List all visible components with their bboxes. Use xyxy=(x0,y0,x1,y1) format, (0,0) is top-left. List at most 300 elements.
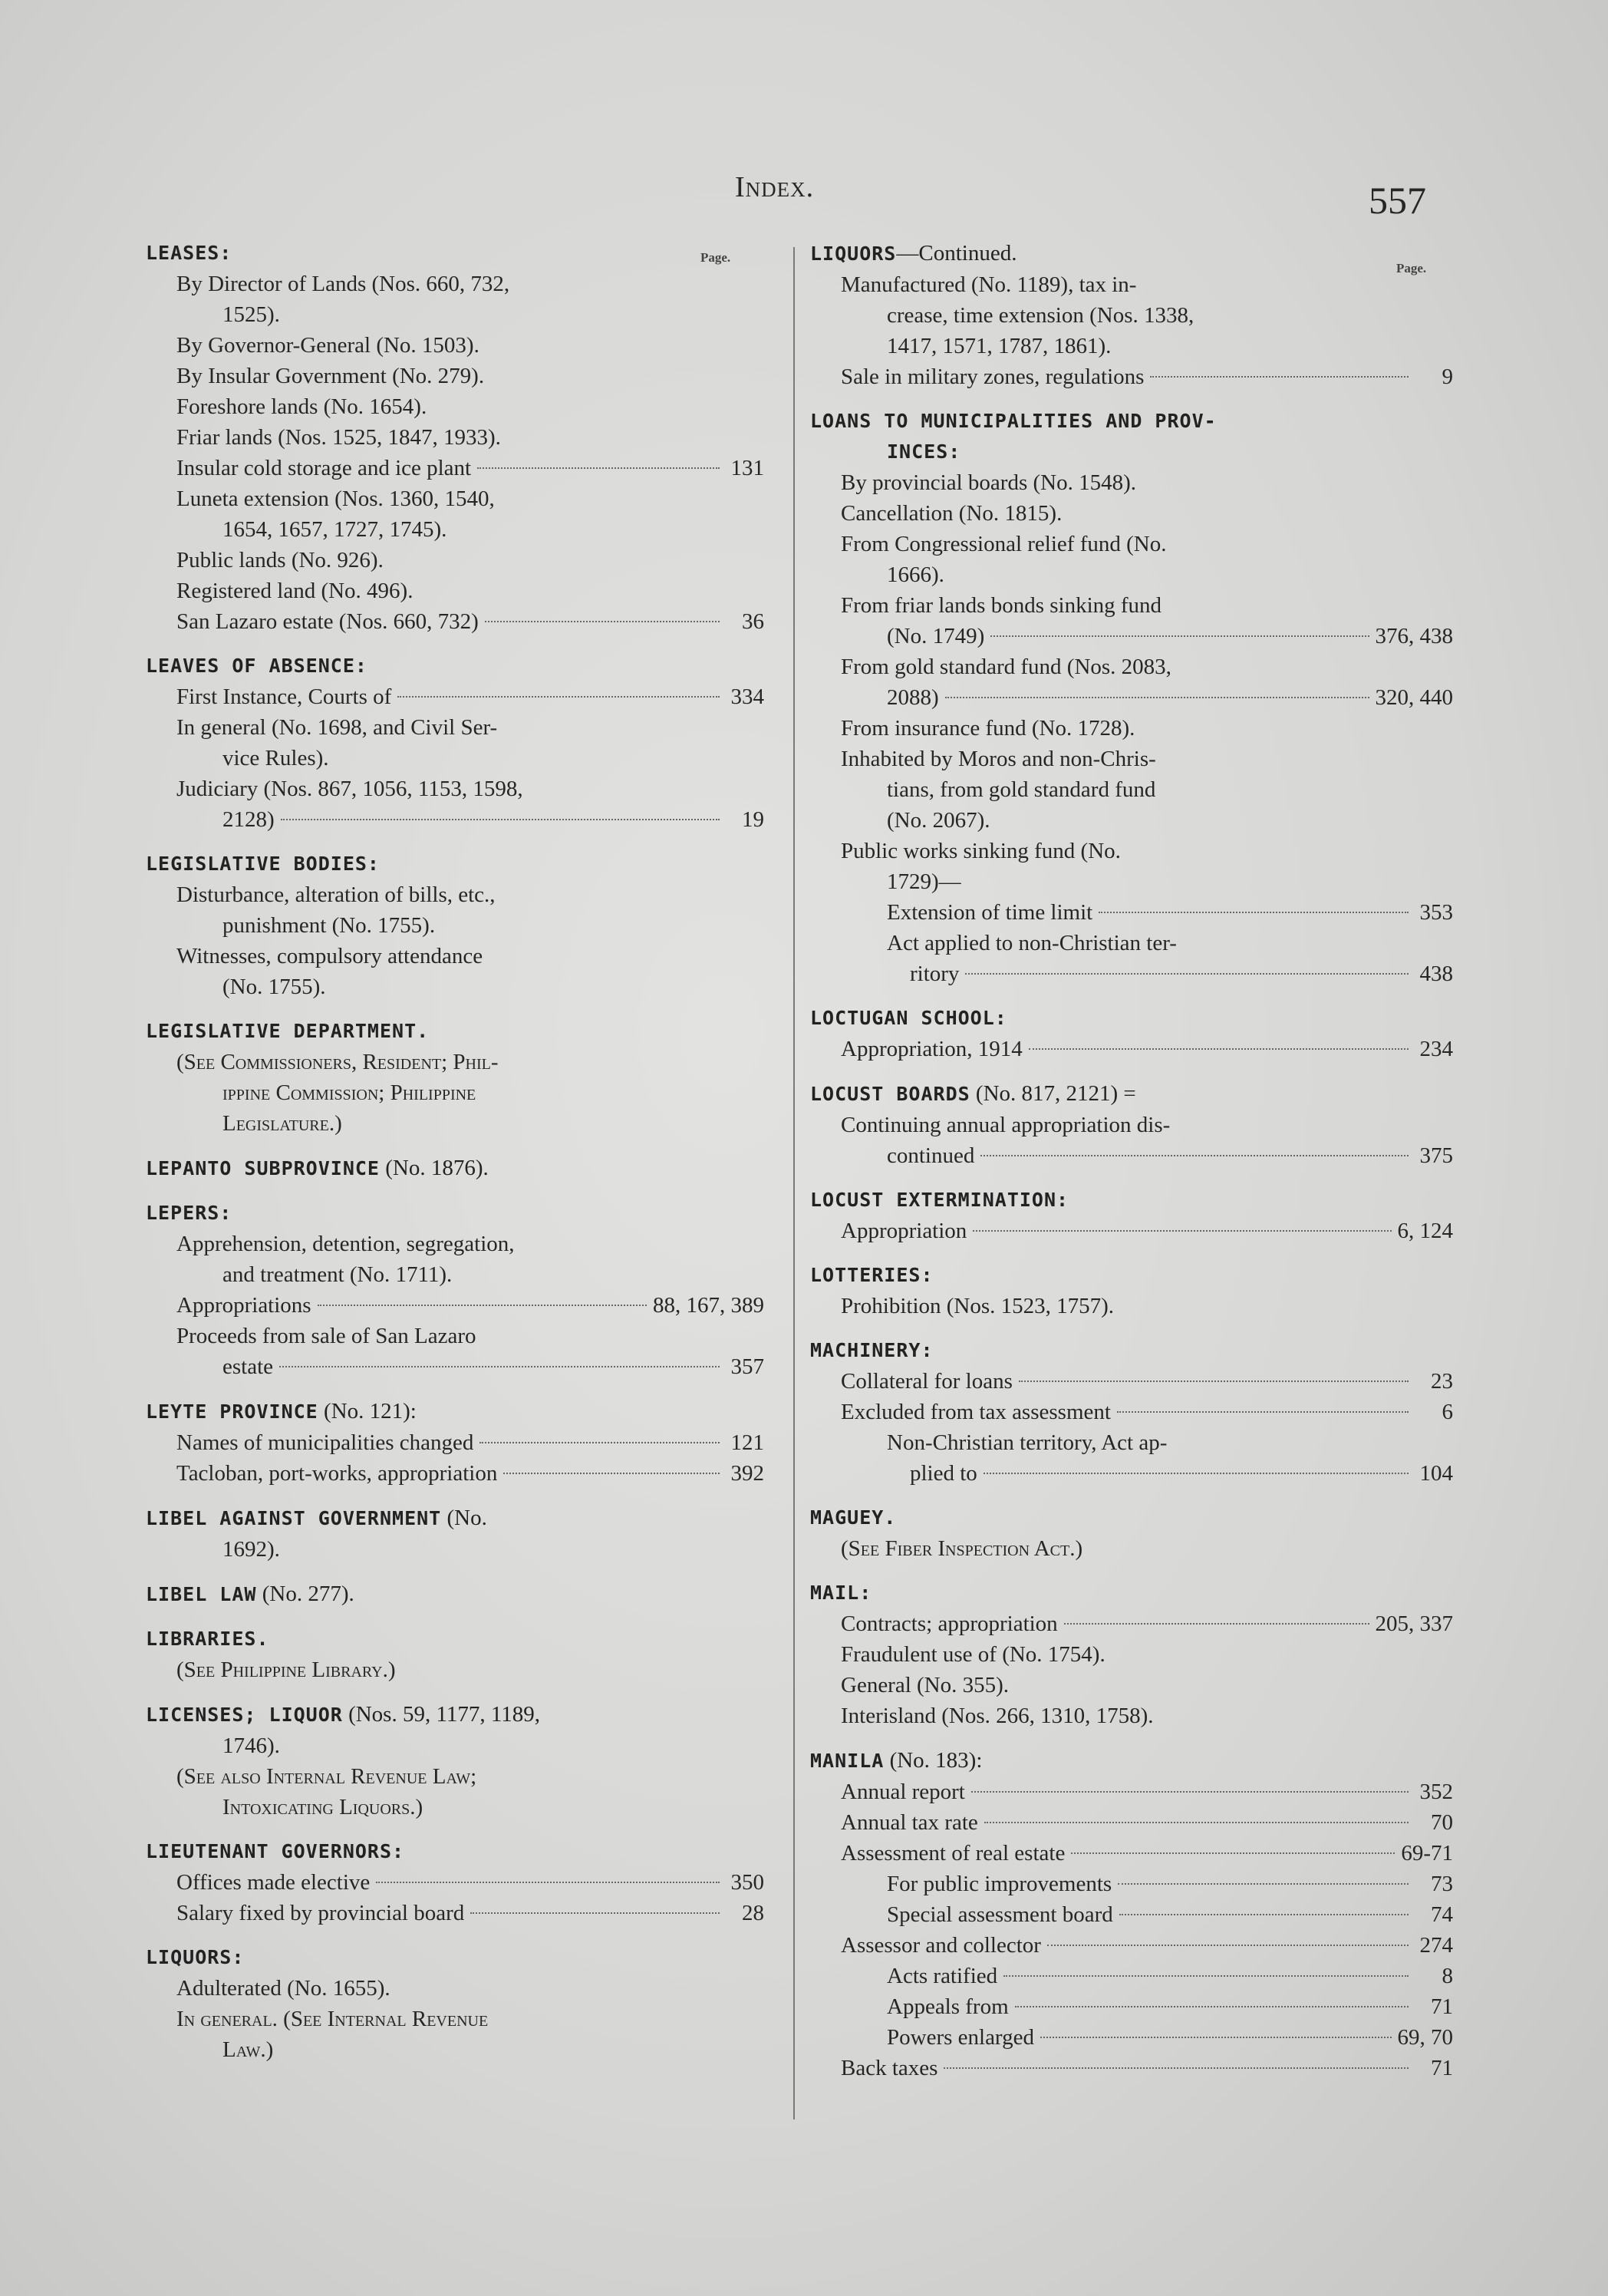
index-heading xyxy=(810,1260,1453,1291)
index-entry-text: Appropriation xyxy=(841,1219,967,1243)
index-page-ref: 74 xyxy=(1431,1902,1453,1927)
index-entry xyxy=(810,958,1453,989)
index-entry xyxy=(810,1608,1453,1639)
index-section xyxy=(146,1396,764,1489)
index-heading-suffix: (No. 183): xyxy=(884,1748,983,1773)
index-entry-text: By Governor-General (No. 1503). xyxy=(176,333,479,358)
index-entry xyxy=(810,682,1453,713)
index-entry-text: Judiciary (Nos. 867, 1056, 1153, 1598, xyxy=(176,777,523,801)
index-entry-text: ippine Commission; Philippine xyxy=(222,1080,476,1105)
index-entry xyxy=(810,1458,1453,1489)
index-entry xyxy=(810,774,1453,805)
index-entry-text: Appropriations xyxy=(176,1293,311,1318)
index-section xyxy=(146,238,764,637)
index-entry xyxy=(146,1108,764,1139)
leader-dots xyxy=(945,697,1369,698)
leader-dots xyxy=(1015,2006,1409,2007)
index-page-ref: 71 xyxy=(1431,1994,1453,2019)
index-entry xyxy=(146,743,764,774)
index-heading xyxy=(810,1003,1453,1034)
index-entry-text: Names of municipalities changed xyxy=(176,1430,474,1455)
index-heading xyxy=(810,1578,1453,1608)
index-entry xyxy=(810,1869,1453,1899)
index-entry xyxy=(146,361,764,391)
index-entry-text: Back taxes xyxy=(841,2056,938,2080)
index-page-ref: 274 xyxy=(1419,1933,1453,1958)
right-page-column-label: Page. xyxy=(1396,261,1427,275)
index-entry xyxy=(810,1701,1453,1731)
column-divider xyxy=(793,247,795,2120)
left-index-column xyxy=(146,238,764,2079)
index-entry-text: Assessment of real estate xyxy=(841,1841,1066,1866)
index-page-ref: 376, 438 xyxy=(1375,624,1453,648)
index-page-ref: 357 xyxy=(730,1354,764,1379)
index-entry-text: In general (No. 1698, and Civil Ser- xyxy=(176,715,498,740)
index-entry-text: estate xyxy=(222,1354,274,1379)
index-heading-suffix: (Nos. 59, 1177, 1189, xyxy=(342,1702,541,1727)
leader-dots xyxy=(281,819,720,820)
index-entry xyxy=(146,804,764,835)
index-entry-text: Annual report xyxy=(841,1780,965,1804)
index-page-ref: 350 xyxy=(730,1870,764,1895)
index-entry xyxy=(146,972,764,1002)
index-entry xyxy=(146,1973,764,2004)
index-heading-text: LOANS TO MUNICIPALITIES AND PROV- xyxy=(810,410,1217,432)
index-heading xyxy=(146,1624,764,1654)
index-page-ref: 19 xyxy=(742,807,764,832)
index-entry xyxy=(146,606,764,637)
index-entry-text: By Director of Lands (Nos. 660, 732, xyxy=(176,272,510,296)
index-entry xyxy=(146,1290,764,1321)
index-page-ref: 69-71 xyxy=(1401,1841,1453,1866)
leader-dots xyxy=(479,1442,720,1443)
index-entry-text: By provincial boards (No. 1548). xyxy=(841,470,1136,495)
leader-dots xyxy=(318,1305,647,1306)
index-entry xyxy=(810,437,1453,467)
leader-dots xyxy=(1040,2037,1392,2038)
index-entry-text: Non-Christian territory, Act ap- xyxy=(887,1430,1168,1455)
index-heading xyxy=(810,1503,1453,1533)
index-entry xyxy=(810,1397,1453,1427)
index-entry xyxy=(810,529,1453,559)
index-section xyxy=(146,1624,764,1685)
index-entry-text: 2128) xyxy=(222,807,275,832)
index-heading-text: LEAVES OF ABSENCE: xyxy=(146,655,367,677)
index-entry xyxy=(810,1427,1453,1458)
index-page-ref: 375 xyxy=(1419,1143,1453,1168)
index-page-ref: 88, 167, 389 xyxy=(653,1293,764,1318)
index-heading-text: LOCUST BOARDS xyxy=(810,1083,970,1105)
index-entry xyxy=(146,453,764,483)
index-entry-text: (See Commissioners, Resident; Phil- xyxy=(176,1050,499,1074)
index-entry xyxy=(810,1034,1453,1064)
leader-dots xyxy=(477,467,720,469)
index-entry-text: Insular cold storage and ice plant xyxy=(176,456,472,480)
leader-dots xyxy=(1064,1623,1369,1625)
index-entry xyxy=(146,2034,764,2065)
index-page-ref: 352 xyxy=(1419,1780,1453,1804)
index-entry-text: Sale in military zones, regulations xyxy=(841,365,1145,389)
index-entry-text: Salary fixed by provincial board xyxy=(176,1901,465,1925)
index-entry xyxy=(146,576,764,606)
index-heading-suffix: (No. 121): xyxy=(318,1399,417,1423)
leader-dots xyxy=(1118,1883,1409,1885)
index-heading-text: LIBRARIES. xyxy=(146,1628,269,1650)
index-page-ref: 320, 440 xyxy=(1375,685,1453,710)
index-heading xyxy=(146,238,764,269)
index-entry xyxy=(810,559,1453,590)
index-page-ref: 438 xyxy=(1419,962,1453,986)
index-entry-text: Tacloban, port-works, appropriation xyxy=(176,1461,498,1486)
index-page-ref: 131 xyxy=(730,456,764,480)
index-entry xyxy=(810,1961,1453,1991)
index-entry-text: Special assessment board xyxy=(887,1902,1113,1927)
index-heading-suffix: (No. xyxy=(441,1506,487,1530)
index-entry xyxy=(810,1930,1453,1961)
index-entry-text: Foreshore lands (No. 1654). xyxy=(176,394,427,419)
index-heading-text: LIBEL AGAINST GOVERNMENT xyxy=(146,1507,442,1529)
index-page-ref: 205, 337 xyxy=(1375,1611,1453,1636)
index-heading xyxy=(146,1016,764,1047)
leader-dots xyxy=(485,621,720,622)
index-entry-text: (No. 2067). xyxy=(887,808,990,833)
page-number: 557 xyxy=(1369,179,1426,222)
index-page-ref: 104 xyxy=(1419,1461,1453,1486)
index-heading-text: LOCTUGAN SCHOOL: xyxy=(810,1007,1007,1029)
index-entry-text: Act applied to non-Christian ter- xyxy=(887,931,1177,955)
index-entry xyxy=(146,514,764,545)
index-entry-text: Interisland (Nos. 266, 1310, 1758). xyxy=(841,1704,1154,1728)
index-entry xyxy=(146,681,764,712)
index-page-ref: 392 xyxy=(730,1461,764,1486)
leader-dots xyxy=(1150,376,1409,378)
index-heading xyxy=(146,1396,764,1427)
index-entry xyxy=(810,1291,1453,1321)
index-page-ref: 8 xyxy=(1442,1964,1453,1988)
index-heading-text: LEGISLATIVE DEPARTMENT. xyxy=(146,1020,430,1042)
index-entry xyxy=(810,1533,1453,1564)
index-heading-text: MAIL: xyxy=(810,1582,872,1604)
leader-dots xyxy=(1019,1381,1409,1382)
index-entry-text: continued xyxy=(887,1143,975,1168)
index-entry-text: Excluded from tax assessment xyxy=(841,1400,1111,1424)
index-heading-text: MAGUEY. xyxy=(810,1506,897,1529)
index-entry xyxy=(146,774,764,804)
leader-dots xyxy=(944,2067,1409,2069)
index-entry-text: First Instance, Courts of xyxy=(176,685,392,709)
index-entry xyxy=(810,300,1453,331)
index-entry xyxy=(810,467,1453,498)
index-section xyxy=(810,1078,1453,1171)
index-page-ref: 121 xyxy=(730,1430,764,1455)
index-entry-text: 1666). xyxy=(887,562,944,587)
index-entry xyxy=(810,1899,1453,1930)
index-entry xyxy=(810,1110,1453,1140)
index-entry-text: Collateral for loans xyxy=(841,1369,1013,1394)
index-entry xyxy=(810,928,1453,958)
index-entry xyxy=(810,1670,1453,1701)
index-entry-text: Inhabited by Moros and non-Chris- xyxy=(841,747,1156,771)
index-entry xyxy=(146,299,764,330)
index-entry-text: Fraudulent use of (No. 1754). xyxy=(841,1642,1106,1667)
index-entry-text: ritory xyxy=(910,962,960,986)
index-entry xyxy=(146,1898,764,1928)
running-header-title: Index. xyxy=(735,171,815,203)
index-entry xyxy=(810,836,1453,866)
index-heading xyxy=(810,238,1453,269)
index-section xyxy=(810,1260,1453,1321)
index-section xyxy=(810,1503,1453,1564)
index-entry xyxy=(810,866,1453,897)
leader-dots xyxy=(279,1366,720,1367)
index-entry-text: 1692). xyxy=(222,1537,280,1562)
leader-dots xyxy=(1119,1914,1409,1915)
index-heading-suffix: —Continued. xyxy=(896,241,1017,266)
index-entry xyxy=(810,269,1453,300)
index-entry xyxy=(146,1229,764,1259)
leader-dots xyxy=(503,1473,720,1474)
index-section xyxy=(810,1578,1453,1731)
leader-dots xyxy=(965,973,1409,975)
index-page-ref: 334 xyxy=(730,685,764,709)
index-entry xyxy=(146,330,764,361)
index-section xyxy=(146,1578,764,1610)
index-entry-text: Disturbance, alteration of bills, etc., xyxy=(176,882,496,907)
index-entry-text: Law.) xyxy=(222,2037,274,2062)
index-section xyxy=(146,1503,764,1565)
index-entry xyxy=(810,1639,1453,1670)
index-page-ref: 28 xyxy=(742,1901,764,1925)
index-entry xyxy=(146,1077,764,1108)
leader-dots xyxy=(470,1912,720,1914)
index-entry-text: 1729)— xyxy=(887,869,961,894)
index-entry-text: and treatment (No. 1711). xyxy=(222,1262,453,1287)
index-entry-text: Public works sinking fund (No. xyxy=(841,839,1121,863)
index-heading xyxy=(810,1745,1453,1776)
index-entry xyxy=(810,1807,1453,1838)
index-entry-text: Acts ratified xyxy=(887,1964,998,1988)
index-entry-text: Appropriation, 1914 xyxy=(841,1037,1023,1061)
index-entry-text: Intoxicating Liquors.) xyxy=(222,1795,423,1819)
index-entry xyxy=(146,2004,764,2034)
index-entry xyxy=(146,483,764,514)
index-entry xyxy=(146,941,764,972)
leader-dots xyxy=(984,1473,1409,1474)
index-heading-suffix: (No. 277). xyxy=(256,1582,354,1606)
index-entry-text: Registered land (No. 496). xyxy=(176,579,414,603)
index-section xyxy=(146,1198,764,1382)
index-page-ref: 6, 124 xyxy=(1397,1219,1453,1243)
index-heading-text: LIQUORS: xyxy=(146,1946,245,1968)
index-entry-text: From insurance fund (No. 1728). xyxy=(841,716,1135,741)
index-heading-text: LEYTE PROVINCE xyxy=(146,1400,318,1423)
index-entry xyxy=(146,910,764,941)
index-entry xyxy=(146,1351,764,1382)
index-page-ref: 6 xyxy=(1442,1400,1453,1424)
index-heading xyxy=(146,1503,764,1534)
index-entry-text: General (No. 355). xyxy=(841,1673,1010,1697)
index-section xyxy=(810,1185,1453,1246)
index-entry-text: Prohibition (Nos. 1523, 1757). xyxy=(841,1294,1115,1318)
leader-dots xyxy=(1099,912,1409,913)
index-entry xyxy=(810,498,1453,529)
index-entry xyxy=(810,805,1453,836)
index-heading-text: MANILA xyxy=(810,1750,885,1772)
index-heading xyxy=(810,1078,1453,1110)
index-entry xyxy=(810,1776,1453,1807)
index-section xyxy=(810,1745,1453,2083)
left-page-column-label: Page. xyxy=(700,250,731,265)
index-entry xyxy=(146,1730,764,1761)
index-section xyxy=(810,406,1453,989)
index-entry-text: From Congressional relief fund (No. xyxy=(841,532,1167,556)
leader-dots xyxy=(397,696,720,698)
index-section xyxy=(146,1016,764,1139)
index-heading-text: LEGISLATIVE BODIES: xyxy=(146,853,380,875)
index-page-ref: 353 xyxy=(1419,900,1453,925)
leader-dots xyxy=(1029,1048,1409,1050)
index-section xyxy=(810,238,1453,392)
index-entry-text: vice Rules). xyxy=(222,746,329,770)
index-entry xyxy=(146,1458,764,1489)
index-heading xyxy=(146,1699,764,1730)
index-entry-text: 1746). xyxy=(222,1734,280,1758)
index-entry-text: Cancellation (No. 1815). xyxy=(841,501,1063,526)
index-entry xyxy=(810,744,1453,774)
leader-dots xyxy=(984,1822,1409,1823)
index-entry-text: For public improvements xyxy=(887,1872,1112,1896)
index-entry-text: punishment (No. 1755). xyxy=(222,913,436,938)
index-entry-text: (See Fiber Inspection Act.) xyxy=(841,1536,1083,1561)
index-entry-text: Apprehension, detention, segregation, xyxy=(176,1232,515,1256)
index-page-ref: 234 xyxy=(1419,1037,1453,1061)
index-heading-text: LEPANTO SUBPROVINCE xyxy=(146,1157,380,1179)
index-heading-text: LICENSES; LIQUOR xyxy=(146,1704,343,1726)
index-entry-text: Contracts; appropriation xyxy=(841,1611,1058,1636)
index-entry-text: 2088) xyxy=(887,685,939,710)
index-heading-text: LEPERS: xyxy=(146,1202,232,1224)
index-entry xyxy=(810,621,1453,652)
index-entry-text: (See also Internal Revenue Law; xyxy=(176,1764,477,1789)
index-entry-text: (See Philippine Library.) xyxy=(176,1658,396,1682)
index-entry xyxy=(146,879,764,910)
leader-dots xyxy=(376,1882,720,1883)
index-entry-text: San Lazaro estate (Nos. 660, 732) xyxy=(176,609,479,634)
index-heading-suffix: (No. 1876). xyxy=(379,1156,489,1180)
index-entry-text: Luneta extension (Nos. 1360, 1540, xyxy=(176,487,495,511)
index-entry xyxy=(146,391,764,422)
index-entry xyxy=(146,1867,764,1898)
index-entry xyxy=(146,1792,764,1823)
index-section xyxy=(146,1153,764,1184)
index-entry-text: In general. (See Internal Revenue xyxy=(176,2007,489,2031)
index-entry xyxy=(810,331,1453,361)
index-heading xyxy=(146,1578,764,1610)
index-entry-text: Powers enlarged xyxy=(887,2025,1034,2050)
leader-dots xyxy=(1117,1411,1409,1413)
index-entry-text: tians, from gold standard fund xyxy=(887,777,1156,802)
index-entry-text: From gold standard fund (Nos. 2083, xyxy=(841,655,1171,679)
index-entry xyxy=(146,422,764,453)
index-heading-text: LIQUORS xyxy=(810,242,897,265)
index-entry-text: Manufactured (No. 1189), tax in- xyxy=(841,272,1137,297)
index-entry-text: Witnesses, compulsory attendance xyxy=(176,944,483,968)
index-heading xyxy=(146,849,764,879)
index-entry xyxy=(810,361,1453,392)
index-entry xyxy=(810,1216,1453,1246)
index-page-ref: 69, 70 xyxy=(1397,2025,1453,2050)
index-page-ref: 70 xyxy=(1431,1810,1453,1835)
index-entry xyxy=(810,1366,1453,1397)
index-heading-text: LOTTERIES: xyxy=(810,1264,934,1286)
right-index-column xyxy=(810,238,1453,2097)
index-entry-text: 1654, 1657, 1727, 1745). xyxy=(222,517,447,542)
index-heading-text: MACHINERY: xyxy=(810,1339,934,1361)
index-heading xyxy=(146,651,764,681)
index-entry-text: 1417, 1571, 1787, 1861). xyxy=(887,334,1112,358)
index-entry-text: plied to xyxy=(910,1461,977,1486)
index-entry xyxy=(810,1140,1453,1171)
index-entry xyxy=(810,590,1453,621)
leader-dots xyxy=(990,635,1369,637)
index-section xyxy=(146,1836,764,1928)
index-heading-text: LOCUST EXTERMINATION: xyxy=(810,1189,1069,1211)
index-entry-text: Legislature.) xyxy=(222,1111,342,1136)
index-heading xyxy=(810,1335,1453,1366)
index-entry xyxy=(810,652,1453,682)
index-entry-text: Annual tax rate xyxy=(841,1810,978,1835)
index-entry-text: Assessor and collector xyxy=(841,1933,1041,1958)
index-entry-text: Extension of time limit xyxy=(887,900,1093,925)
index-page-ref: 73 xyxy=(1431,1872,1453,1896)
index-heading-text: LEASES: xyxy=(146,242,232,264)
index-section xyxy=(146,1942,764,2065)
index-entry-text: Adulterated (No. 1655). xyxy=(176,1976,390,2001)
index-entry-text: By Insular Government (No. 279). xyxy=(176,364,485,388)
index-entry xyxy=(146,1047,764,1077)
index-heading-suffix: (No. 817, 2121) = xyxy=(970,1081,1136,1106)
index-entry xyxy=(146,1321,764,1351)
leader-dots xyxy=(971,1791,1409,1793)
leader-dots xyxy=(1003,1975,1409,1977)
leader-dots xyxy=(973,1230,1391,1232)
index-section xyxy=(810,1003,1453,1064)
index-heading xyxy=(146,1836,764,1867)
index-page-ref: 23 xyxy=(1431,1369,1453,1394)
index-entry-text: Appeals from xyxy=(887,1994,1009,2019)
index-entry xyxy=(146,545,764,576)
index-heading-text: LIBEL LAW xyxy=(146,1583,257,1605)
index-entry xyxy=(146,1534,764,1565)
index-heading xyxy=(146,1942,764,1973)
index-section xyxy=(146,1699,764,1823)
index-entry xyxy=(810,1991,1453,2022)
index-entry xyxy=(810,897,1453,928)
index-entry-text: Friar lands (Nos. 1525, 1847, 1933). xyxy=(176,425,501,450)
index-heading xyxy=(146,1198,764,1229)
leader-dots xyxy=(1047,1945,1409,1946)
index-section xyxy=(146,849,764,1002)
index-entry xyxy=(146,1427,764,1458)
index-entry xyxy=(146,269,764,299)
index-entry xyxy=(810,2022,1453,2053)
index-page-ref: 36 xyxy=(742,609,764,634)
index-section xyxy=(810,1335,1453,1489)
index-entry xyxy=(810,2053,1453,2083)
index-entry-text: Offices made elective xyxy=(176,1870,371,1895)
index-entry-text: Proceeds from sale of San Lazaro xyxy=(176,1324,476,1348)
index-page-ref: 9 xyxy=(1442,365,1453,389)
